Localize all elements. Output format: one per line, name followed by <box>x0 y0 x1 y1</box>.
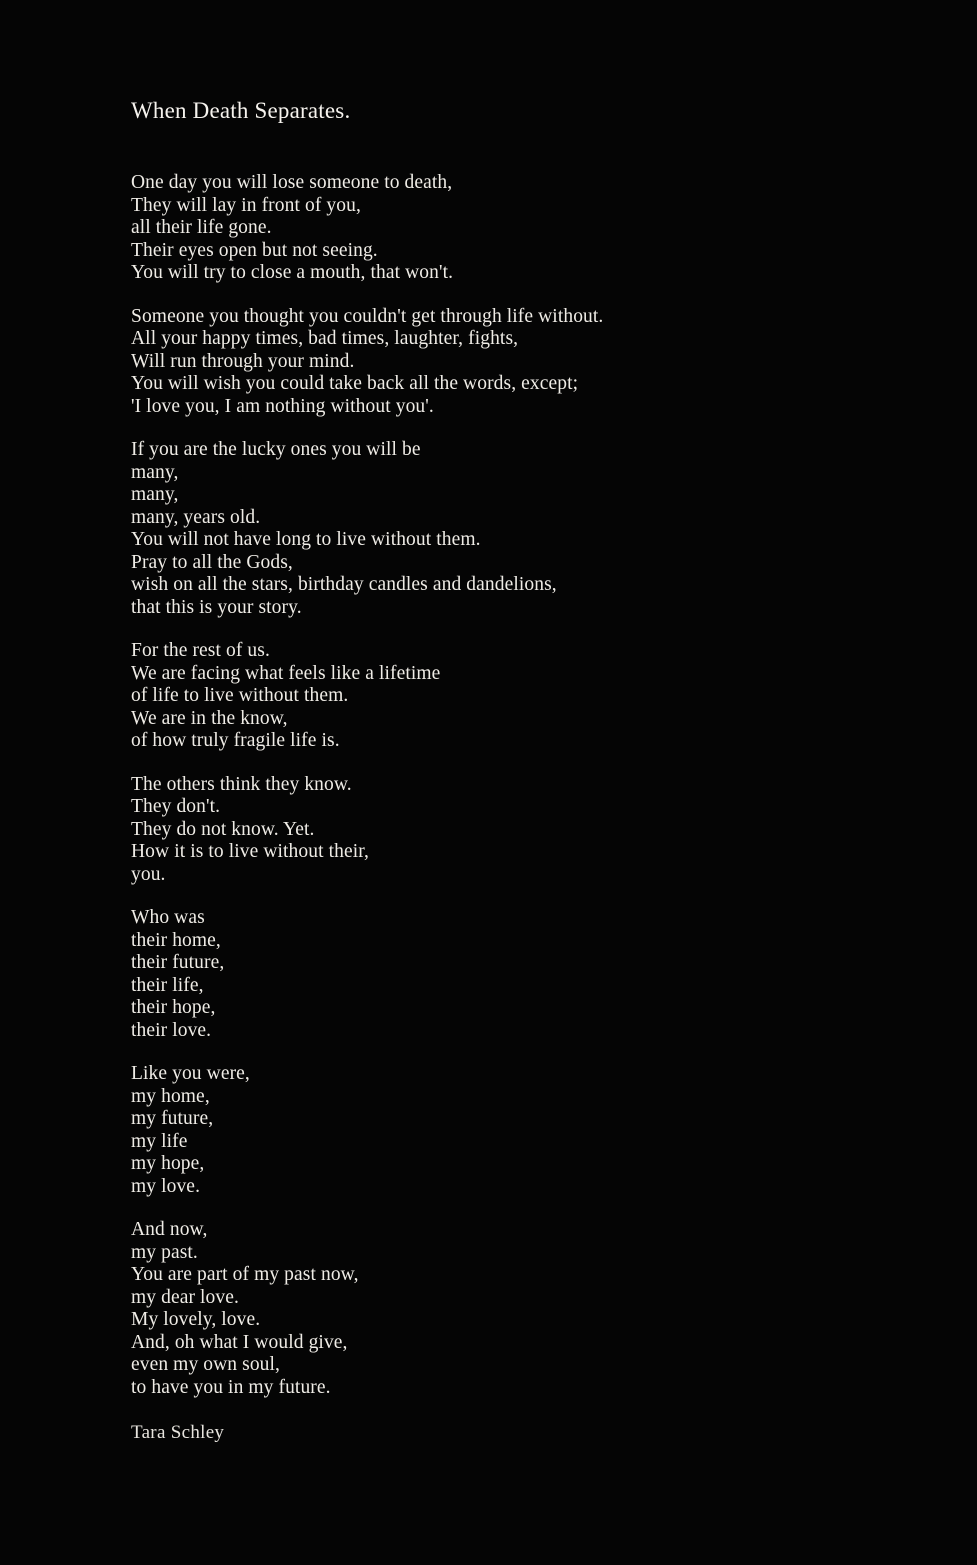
poem-line: my past. <box>131 1241 198 1263</box>
poem-line: You will not have long to live without them. <box>131 529 481 550</box>
stanza <box>131 439 977 619</box>
poem-line: that this is your story. <box>131 596 302 618</box>
stanza <box>131 172 977 285</box>
poem-line: They don't. <box>131 796 221 817</box>
page-title: When Death Separates. <box>131 98 351 123</box>
poem-line: my future, <box>131 1108 214 1129</box>
poem-line: many, <box>131 461 179 483</box>
poem-line: You will wish you could take back all the words, except; <box>131 373 579 394</box>
poem-line: you. <box>131 863 166 885</box>
stanza <box>131 774 977 887</box>
poem-line: The others think they know. <box>131 773 352 795</box>
poem-line: My lovely, love. <box>131 1309 261 1330</box>
poem-line: We are in the know, <box>131 707 288 729</box>
poem-line: all their life gone. <box>131 217 272 238</box>
stanza <box>131 640 977 753</box>
author-signature: Tara Schley <box>131 1422 225 1443</box>
poem-line: of life to live without them. <box>131 685 349 706</box>
poem-line: my life <box>131 1130 188 1152</box>
poem-line: to have you in my future. <box>131 1376 331 1398</box>
poem-line: Pray to all the Gods, <box>131 551 293 573</box>
poem-line: many, years old. <box>131 506 261 528</box>
poem-line: my love. <box>131 1175 201 1197</box>
poem-line: many, <box>131 484 179 505</box>
stanza <box>131 1063 977 1198</box>
stanza <box>131 907 977 1042</box>
poem-line: They will lay in front of you, <box>131 194 361 216</box>
poem-line: my dear love. <box>131 1286 239 1308</box>
stanza <box>131 1219 977 1399</box>
poem-line: my home, <box>131 1085 210 1107</box>
poem-line: If you are the lucky ones you will be <box>131 439 421 460</box>
poem-line: Like you were, <box>131 1063 250 1084</box>
poem-line: And now, <box>131 1219 208 1240</box>
poem-line: Will run through your mind. <box>131 350 355 372</box>
poem-line: even my own soul, <box>131 1354 281 1375</box>
poem-line: All your happy times, bad times, laughter, fights, <box>131 328 519 349</box>
poem-line: their hope, <box>131 997 216 1018</box>
poem-line: of how truly fragile life is. <box>131 730 340 751</box>
poem-body <box>131 172 977 1399</box>
poem-line: How it is to live without their, <box>131 841 370 862</box>
poem-line: my hope, <box>131 1153 205 1174</box>
poem-line: 'I love you, I am nothing without you'. <box>131 395 434 417</box>
poem-line: For the rest of us. <box>131 640 270 661</box>
poem-line: And, oh what I would give, <box>131 1331 348 1353</box>
poem-line: Who was <box>131 907 205 928</box>
poem-line: You will try to close a mouth, that won't. <box>131 262 454 283</box>
poem-line: One day you will lose someone to death, <box>131 172 453 193</box>
poem-line: They do not know. Yet. <box>131 818 315 840</box>
poem-line: Someone you thought you couldn't get through life without. <box>131 305 604 327</box>
poem-line: Their eyes open but not seeing. <box>131 239 378 261</box>
poem-line: their love. <box>131 1019 212 1041</box>
poem-line: their future, <box>131 952 225 973</box>
poem-line: You are part of my past now, <box>131 1264 359 1285</box>
stanza <box>131 306 977 419</box>
poem-line: their life, <box>131 974 204 996</box>
poem-line: their home, <box>131 929 221 951</box>
poem-line: wish on all the stars, birthday candles and dandelions, <box>131 574 557 595</box>
poem-line: We are facing what feels like a lifetime <box>131 662 441 684</box>
